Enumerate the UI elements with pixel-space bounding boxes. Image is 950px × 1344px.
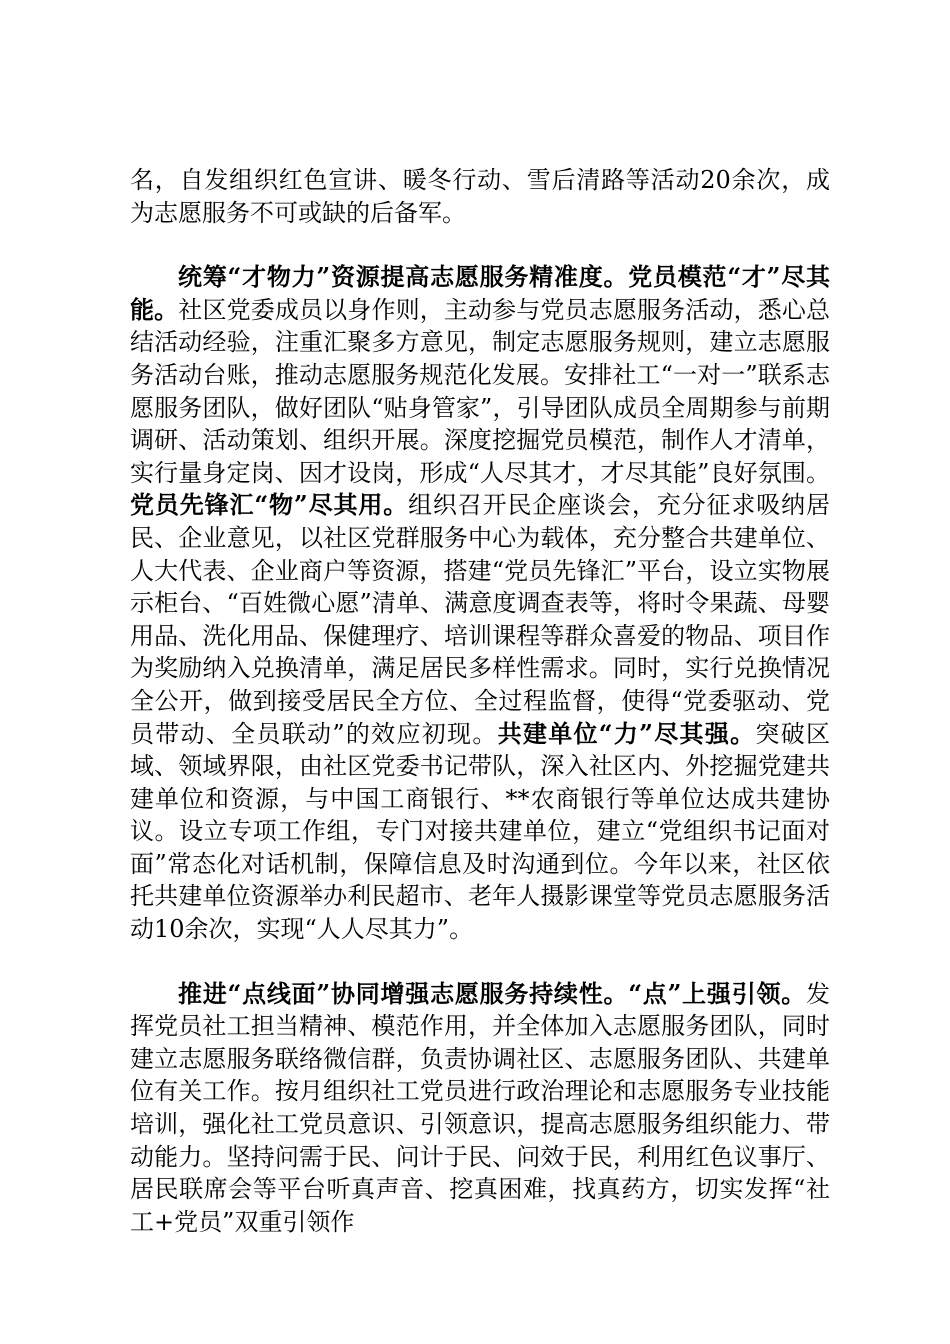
section-heading: 推进“点线面”协同增强志愿服务持续性。 <box>178 978 629 1008</box>
text-run: 突破区域、领域界限，由社区党委书记带队，深入社区内、外挖掘党建共建单位和资源，与中国工商银行、**农商银行等单位达成共建协议。设立专项工作组，专门对接共建单位，建立“党组织书记面对面”常态化对话机制，保障信息及时沟通到位。今年以来，社区依托共建单位资源举办利民超市、老年人摄影课堂等党员志愿服务活动10余次，实现“人人尽其力”。 <box>130 719 831 944</box>
document-page <box>130 164 830 1238</box>
text-run: 名，自发组织红色宣讲、暖冬行动、雪后清路等活动20余次，成为志愿服务不可或缺的后备军。 <box>130 166 830 227</box>
text-run: 社区党委成员以身作则，主动参与党员志愿服务活动，悉心总结活动经验，注重汇聚多方意见，制定志愿服务规则，建立志愿服务活动台账，推动志愿服务规范化发展。安排社工“一对一”联系志愿服务团队，做好团队“贴身管家”，引导团队成员全周期参与前期调研、活动策划、组织开展。深度挖掘党员模范，制作人才清单，实行量身定岗、因才设岗，形成“人尽其才，才尽其能”良好氛围。 <box>130 295 831 487</box>
paragraph-3 <box>130 978 830 1239</box>
section-heading: 统筹“才物力”资源提高志愿服务精准度。 <box>178 262 629 292</box>
paragraph-2 <box>130 261 830 945</box>
subheading: 党员先锋汇“物”尽其用。 <box>130 490 409 520</box>
paragraph-1 <box>130 164 830 229</box>
subheading: 共建单位“力”尽其强。 <box>497 718 756 748</box>
text-run: 发挥党员社工担当精神、模范作用，并全体加入志愿服务团队，同时建立志愿服务联络微信群，负责协调社区、志愿服务团队、共建单位有关工作。按月组织社工党员进行政治理论和志愿服务专业技能培训，强化社工党员意识、引领意识，提高志愿服务组织能力、带动能力。坚持问需于民、问计于民、问效于民，利用红色议事厅、居民联席会等平台听真声音、挖真困难，找真药方，切实发挥“社工+党员”双重引领作 <box>130 979 831 1236</box>
text-run: 组织召开民企座谈会，充分征求吸纳居民、企业意见，以社区党群服务中心为载体，充分整合共建单位、人大代表、企业商户等资源，搭建“党员先锋汇”平台，设立实物展示柜台、“百姓微心愿”清单、满意度调查表等，将时令果蔬、母婴用品、洗化用品、保健理疗、培训课程等群众喜爱的物品、项目作为奖励纳入兑换清单，满足居民多样性需求。同时，实行兑换情况全公开，做到接受居民全方位、全过程监督，使得“党委驱动、党员带动、全员联动”的效应初现。 <box>130 491 830 748</box>
subheading: 党员模范“才”尽其能。 <box>130 262 831 324</box>
subheading: “点”上强引领。 <box>628 978 807 1008</box>
